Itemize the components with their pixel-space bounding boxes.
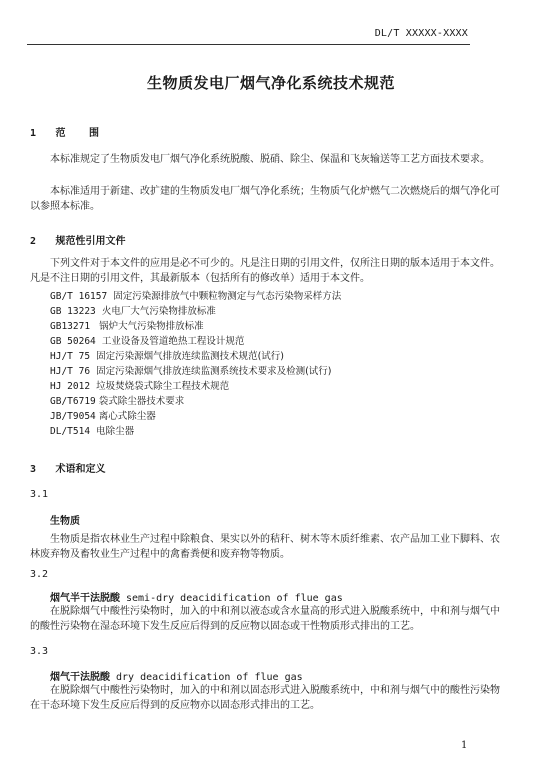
reference-code: HJ/T 76 [50,366,91,377]
reference-name: 袋式除尘器技术要求 [98,396,185,407]
reference-item [50,410,156,423]
term-definition: 在脱除烟气中酸性污染物时，加入的中和剂以液态或含水量高的形式进入脱酸系统中，中和剂与烟气中的酸性污染物在湿态环境下发生反应后得到的反应物以固态或干性物质形式排出的工艺。 [30,606,500,632]
term-name: 生物质 [50,516,80,527]
term-title [50,589,343,604]
term-definition: 在脱除烟气中酸性污染物时，加入的中和剂以固态形式进入脱酸系统中，中和剂与烟气中的酸性污染物在干态环境下发生反应后得到的反应物亦以固态形式排出的工艺。 [30,685,500,711]
scope-paragraph-1: 本标准规定了生物质发电厂烟气净化系统脱酸、脱硝、除尘、保温和飞灰输送等工艺方面技术要求。 [50,154,490,165]
reference-code: GB/T 16157 [50,291,108,302]
section-heading-scope [30,124,109,139]
reference-item [50,380,229,393]
page-number: 1 [461,740,468,751]
term-english: semi-dry deacidification of flue gas [126,593,343,604]
term-definition: 生物质是指农林业生产过程中除粮食、果实以外的秸秆、树木等木质纤维素、农产品加工业下脚料、农林废弃物及畜牧业生产过程中的禽畜粪便和废弃物等物质。 [30,534,500,560]
reference-code: GB 50264 [50,336,96,347]
reference-code: GB13271 [50,321,91,332]
reference-item [50,305,216,318]
reference-name: 垃圾焚烧袋式除尘工程技术规范 [96,381,230,392]
term-title [50,668,303,683]
reference-name: 锅炉大气污染物排放标准 [99,321,204,332]
section-heading-terms [30,460,105,475]
reference-name: 火电厂大气污染物排放标准 [101,306,216,317]
reference-code: HJ/T 75 [50,351,91,362]
reference-item [50,335,244,348]
section-number: 1 [30,128,37,139]
section-number: 3 [30,464,37,475]
term-english: dry deacidification of flue gas [116,672,303,683]
reference-code: DL/T514 [50,426,91,437]
standard-code: DL/T XXXXX-XXXX [374,28,468,39]
section-title: 范 围 [55,128,109,139]
term-number: 3.2 [30,569,49,580]
scope-paragraph-2: 本标准适用于新建、改扩建的生物质发电厂烟气净化系统；生物质气化炉燃气二次燃烧后的烟气净化可以参照本标准。 [30,186,500,212]
term-number: 3.3 [30,646,49,657]
reference-name: 离心式除尘器 [98,411,156,422]
term-number: 3.1 [30,489,49,500]
section-title: 术语和定义 [55,464,106,475]
term-title [50,512,80,527]
reference-name: 工业设备及管道绝热工程设计规范 [101,336,245,347]
reference-code: JB/T9054 [50,411,96,422]
reference-item [50,320,204,333]
term-name: 烟气干法脱酸 [50,672,110,683]
reference-code: GB 13223 [50,306,96,317]
reference-item [50,290,341,303]
term-name: 烟气半干法脱酸 [50,593,120,604]
reference-item [50,395,184,408]
header-rule [27,44,470,45]
reference-name: 固定污染源烟气排放连续监测技术规范(试行) [96,351,285,362]
section-title: 规范性引用文件 [55,236,126,247]
section-heading-references [30,232,125,247]
reference-item [50,350,284,363]
section-number: 2 [30,236,37,247]
reference-name: 固定污染源排放气中颗粒物测定与气态污染物采样方法 [113,291,342,302]
reference-code: GB/T6719 [50,396,96,407]
reference-item [50,425,134,438]
references-intro: 下列文件对于本文件的应用是必不可少的。凡是注日期的引用文件，仅所注日期的版本适用于本文件。凡是不注日期的引用文件，其最新版本（包括所有的修改单）适用于本文件。 [30,258,500,284]
reference-code: HJ 2012 [50,381,91,392]
reference-name: 固定污染源烟气排放连续监测系统技术要求及检测(试行) [96,366,332,377]
document-title: 生物质发电厂烟气净化系统技术规范 [146,74,395,92]
reference-name: 电除尘器 [96,426,135,437]
reference-item [50,365,332,378]
